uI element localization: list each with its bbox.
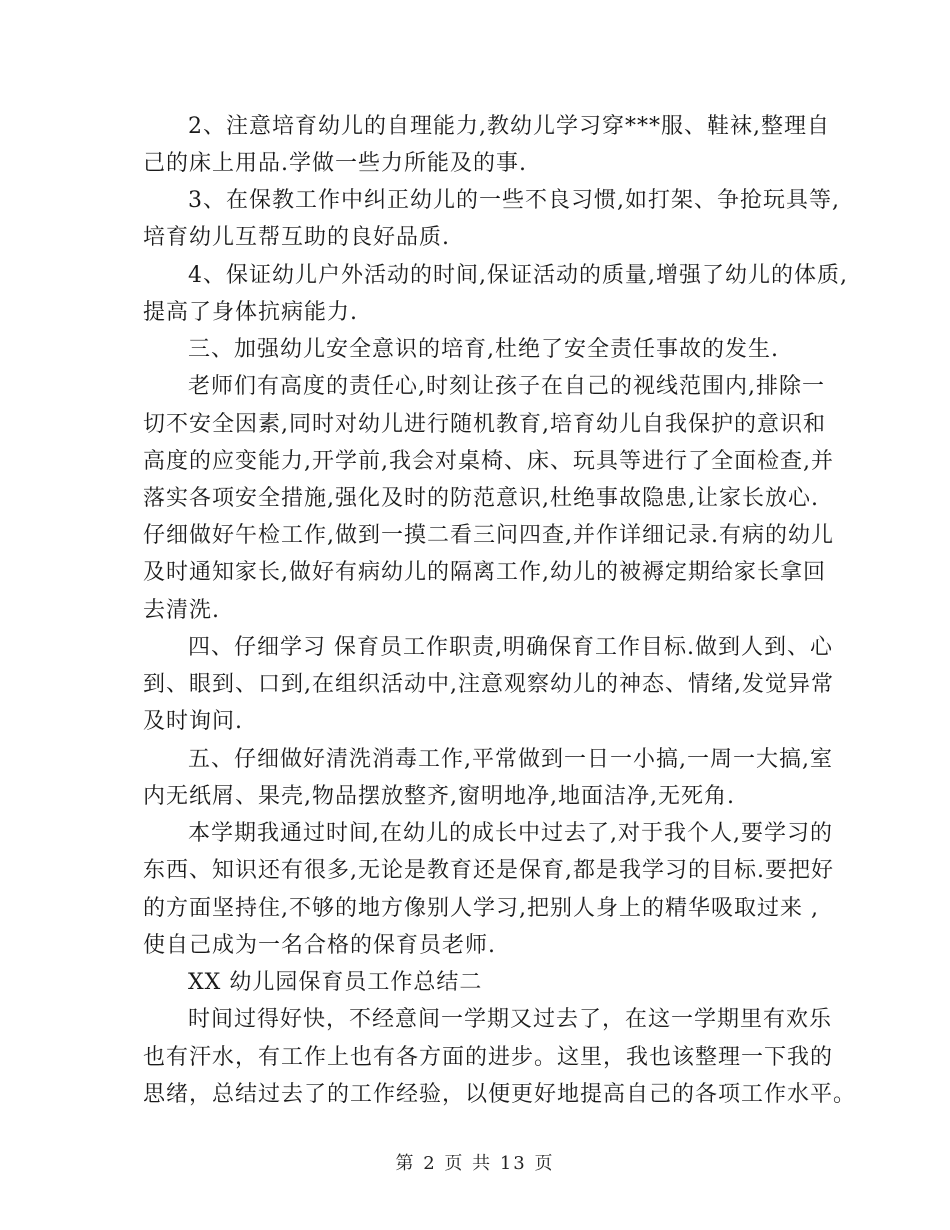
text-line: 时间过得好快，不经意间一学期又过去了，在这一学期里有欢乐 — [188, 1007, 833, 1032]
text-line: 己的床上用品.学做一些力所能及的事. — [143, 151, 527, 176]
text-line: 切不安全因素,同时对幼儿进行随机教育,培育幼儿自我保护的意识和 — [143, 412, 826, 437]
section-heading: 三、加强幼儿安全意识的培育,杜绝了安全责任事故的发生. — [188, 337, 779, 362]
text-line: 培育幼儿互帮互助的良好品质. — [143, 225, 450, 250]
text-line: 及时询问. — [143, 709, 243, 734]
section-heading: 四、仔细学习 保育员工作职责,明确保育工作目标.做到人到、心 — [188, 635, 833, 660]
section-heading: 五、仔细做好清洗消毒工作,平常做到一日一小搞,一周一大搞,室 — [188, 747, 833, 772]
text-line: 老师们有高度的责任心,时刻让孩子在自己的视线范围内,排除一 — [188, 374, 825, 399]
text-line: 3、在保教工作中纠正幼儿的一些不良习惯,如打架、争抢玩具等, — [188, 188, 840, 213]
text-line: 4、保证幼儿户外活动的时间,保证活动的质量,增强了幼儿的体质, — [188, 263, 848, 288]
page-number-footer: 第 2 页 共 13 页 — [395, 1153, 555, 1174]
text-line: 的方面坚持住,不够的地方像别人学习,把别人身上的精华吸取过来 , — [143, 896, 819, 921]
text-line: 使自己成为一名合格的保育员老师. — [143, 933, 496, 958]
text-line: 也有汗水，有工作上也有各方面的进步。这里，我也该整理一下我的 — [143, 1045, 834, 1070]
text-line: 2、注意培育幼儿的自理能力,教幼儿学习穿***服、鞋袜,整理自 — [188, 114, 830, 139]
text-line: 思绪，总结过去了的工作经验，以便更好地提高自己的各项工作水平。 — [143, 1082, 857, 1107]
text-line: 落实各项安全措施,强化及时的防范意识,杜绝事故隐患,让家长放心. — [143, 486, 819, 511]
text-line: 内无纸屑、果壳,物品摆放整齐,窗明地净,地面洁净,无死角. — [143, 784, 735, 809]
text-line: 到、眼到、口到,在组织活动中,注意观察幼儿的神态、情绪,发觉异常 — [143, 672, 834, 697]
document-subtitle: XX 幼儿园保育员工作总结二 — [188, 970, 483, 995]
text-line: 仔细做好午检工作,做到一摸二看三问四查,并作详细记录.有病的幼儿 — [143, 523, 834, 548]
text-line: 去清洗. — [143, 598, 220, 623]
text-line: 东西、知识还有很多,无论是教育还是保育,都是我学习的目标.要把好 — [143, 858, 834, 883]
text-line: 高度的应变能力,开学前,我会对桌椅、床、玩具等进行了全面检查,并 — [143, 449, 834, 474]
text-line: 本学期我通过时间,在幼儿的成长中过去了,对于我个人,要学习的 — [188, 821, 833, 846]
text-line: 提高了身体抗病能力. — [143, 300, 358, 325]
text-line: 及时通知家长,做好有病幼儿的隔离工作,幼儿的被褥定期给家长拿回 — [143, 560, 826, 585]
